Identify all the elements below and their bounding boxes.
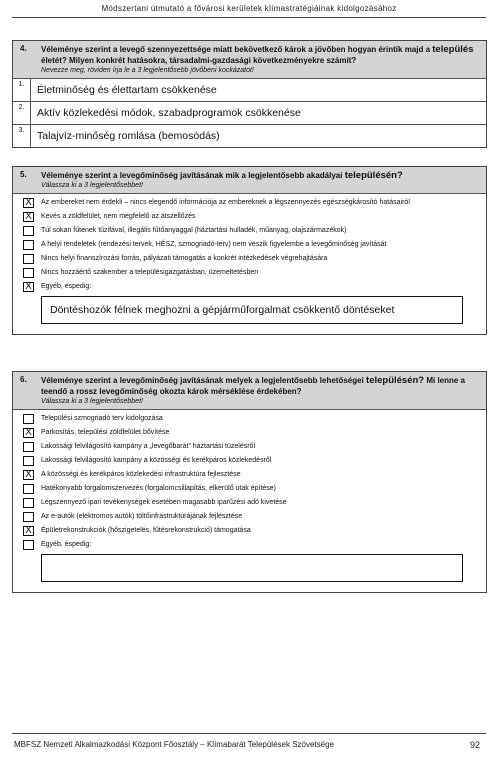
option-checkbox[interactable] (23, 442, 34, 452)
other-answer-field[interactable] (41, 296, 463, 324)
option-checkbox[interactable] (23, 254, 34, 264)
option-label: Települési szmogriadó terv kidolgozása (41, 415, 163, 422)
option-item (23, 226, 480, 237)
option-checkbox[interactable] (23, 484, 34, 494)
answer-row (13, 79, 486, 101)
question-4-header (13, 41, 486, 79)
answer-row (13, 124, 486, 147)
option-checkbox[interactable]: X (23, 526, 34, 536)
option-item (23, 512, 480, 523)
option-item (23, 198, 480, 209)
question-4-note: Nevezze meg, röviden írja le a 3 legjelentősebb jövőbeni kockázatot! (41, 67, 254, 74)
running-header: Módszertani útmutató a fővárosi kerületek klímastratégiáinak kidolgozásához (101, 4, 397, 13)
option-label: Lakossági felvilágosító kampány a közösségi és kerékpáros közlekedésről (41, 457, 272, 464)
answer-number: 3. (13, 125, 31, 147)
option-checkbox[interactable]: X (23, 428, 34, 438)
option-label: A közösségi és kerékpáros közlekedési infrastruktúra fejlesztése (41, 471, 241, 478)
option-item (23, 484, 480, 495)
question-4-box (12, 40, 487, 148)
question-5-header (13, 167, 486, 194)
page-number: 92 (469, 740, 480, 750)
option-item (23, 498, 480, 509)
question-5-text: Véleménye szerint a levegőminőség javításának mik a legjelentősebb akadályai településén? (41, 170, 403, 181)
option-checkbox[interactable]: X (23, 212, 34, 222)
option-checkbox[interactable]: X (23, 282, 34, 292)
option-checkbox[interactable] (23, 268, 34, 278)
answer-table (13, 79, 486, 147)
answer-number: 1. (13, 79, 31, 101)
option-label: Túl sokan fűtenek tűzifával, illegális fűtőanyaggal (háztartási hulladék, műanyag, olajszármazékok) (41, 227, 347, 234)
question-5-note: Válassza ki a 3 legjelentősebbet! (41, 182, 143, 189)
option-label: Egyéb, éspedig: (41, 541, 92, 548)
option-label: Hatékonyabb forgalomszervezés (forgalomcsillapítás, elkerülő utak építése) (41, 485, 277, 492)
option-checkbox[interactable] (23, 414, 34, 424)
option-item (23, 428, 480, 439)
option-item (23, 268, 480, 279)
option-label: Az e-autók (elektromos autók) töltőinfrastruktúrájának fejlesztése (41, 513, 243, 520)
running-footer: MBFSZ Nemzeti Alkalmazkodási Központ Főosztály – Klímabarát Települések Szövetsége (14, 740, 334, 749)
option-item (23, 442, 480, 453)
option-checkbox[interactable] (23, 512, 34, 522)
answer-number: 2. (13, 102, 31, 124)
option-label: Légszennyező ipari tevékenységek esetében magasabb iparűzési adó kivetése (41, 499, 287, 506)
other-answer-text: Döntéshozók félnek meghozni a gépjárműforgalmat csökkentő döntéseket (50, 304, 395, 316)
option-label: Nincs helyi finanszírozási forrás, pályázati támogatás a konkrét intézkedések végrehajtására (41, 255, 328, 262)
question-6-header (13, 372, 486, 410)
question-6-box (12, 371, 487, 593)
answer-text-field[interactable]: Életminőség és élettartam csökkenése (37, 84, 217, 96)
option-item (23, 540, 480, 551)
question-number: 6. (20, 375, 27, 384)
answer-text-field[interactable]: Aktív közlekedési módok, szabadprogramok csökkenése (37, 107, 301, 119)
option-checkbox[interactable]: X (23, 470, 34, 480)
question-number: 4. (20, 44, 27, 53)
option-checkbox[interactable] (23, 240, 34, 250)
option-checkbox[interactable]: X (23, 198, 34, 208)
option-label: A helyi rendeletek (rendezési tervek, HÉSZ, szmogriadó-terv) nem veszik figyelembe a levegőminőség javítását (41, 241, 387, 248)
question-6-note: Válassza ki a 3 legjelentősebbet! (41, 398, 143, 405)
option-item (23, 212, 480, 223)
option-checkbox[interactable] (23, 540, 34, 550)
option-item (23, 456, 480, 467)
option-item (23, 414, 480, 425)
option-checkbox[interactable] (23, 226, 34, 236)
answer-row (13, 101, 486, 124)
option-checkbox[interactable] (23, 456, 34, 466)
option-item (23, 526, 480, 537)
option-label: Az embereket nem érdekli – nincs elegendő információja az embereknek a légszennyezés egészségkárosító hatásairól (41, 199, 410, 206)
option-label: Egyéb, éspedig: (41, 283, 92, 290)
footer-divider (12, 733, 486, 734)
option-item (23, 282, 480, 293)
option-item (23, 470, 480, 481)
option-label: Épületrekonstrukciók (hőszigetelés, fűtésrekonstrukció) támogatása (41, 527, 251, 534)
option-list (13, 410, 486, 592)
question-6-text: Véleménye szerint a levegőminőség javításának melyek a legjelentősebb lehetőségei településén? Mi lenne a teendő a rossz levegőminőség okozta károk mérséklése érdekében? (41, 375, 466, 396)
option-label: Kevés a zöldfelület, nem megfelelő az átszellőzés (41, 213, 196, 220)
option-label: Lakossági felvilágosító kampány a „levegőbarát” háztartási tüzelésről (41, 443, 256, 450)
option-checkbox[interactable] (23, 498, 34, 508)
option-item (23, 254, 480, 265)
option-item (23, 240, 480, 251)
question-5-box (12, 166, 487, 335)
option-label: Nincs hozzáértő szakember a településigazgatásban, üzemeltetésben (41, 269, 259, 276)
header-divider (12, 17, 486, 18)
answer-text-field[interactable]: Talajvíz-minőség romlása (bemosódás) (37, 130, 220, 142)
question-4-text: Véleménye szerint a levegő szennyezettsége miatt bekövetkező károk a jövőben hogyan érintik majd a település életét? Milyen konkrét hatásokra, társadalmi-gazdasági következményekre számít? (41, 44, 474, 65)
question-number: 5. (20, 170, 27, 179)
option-list (13, 194, 486, 334)
option-label: Parkosítás, települési zöldfelület bővítése (41, 429, 170, 436)
other-answer-field[interactable] (41, 554, 463, 582)
